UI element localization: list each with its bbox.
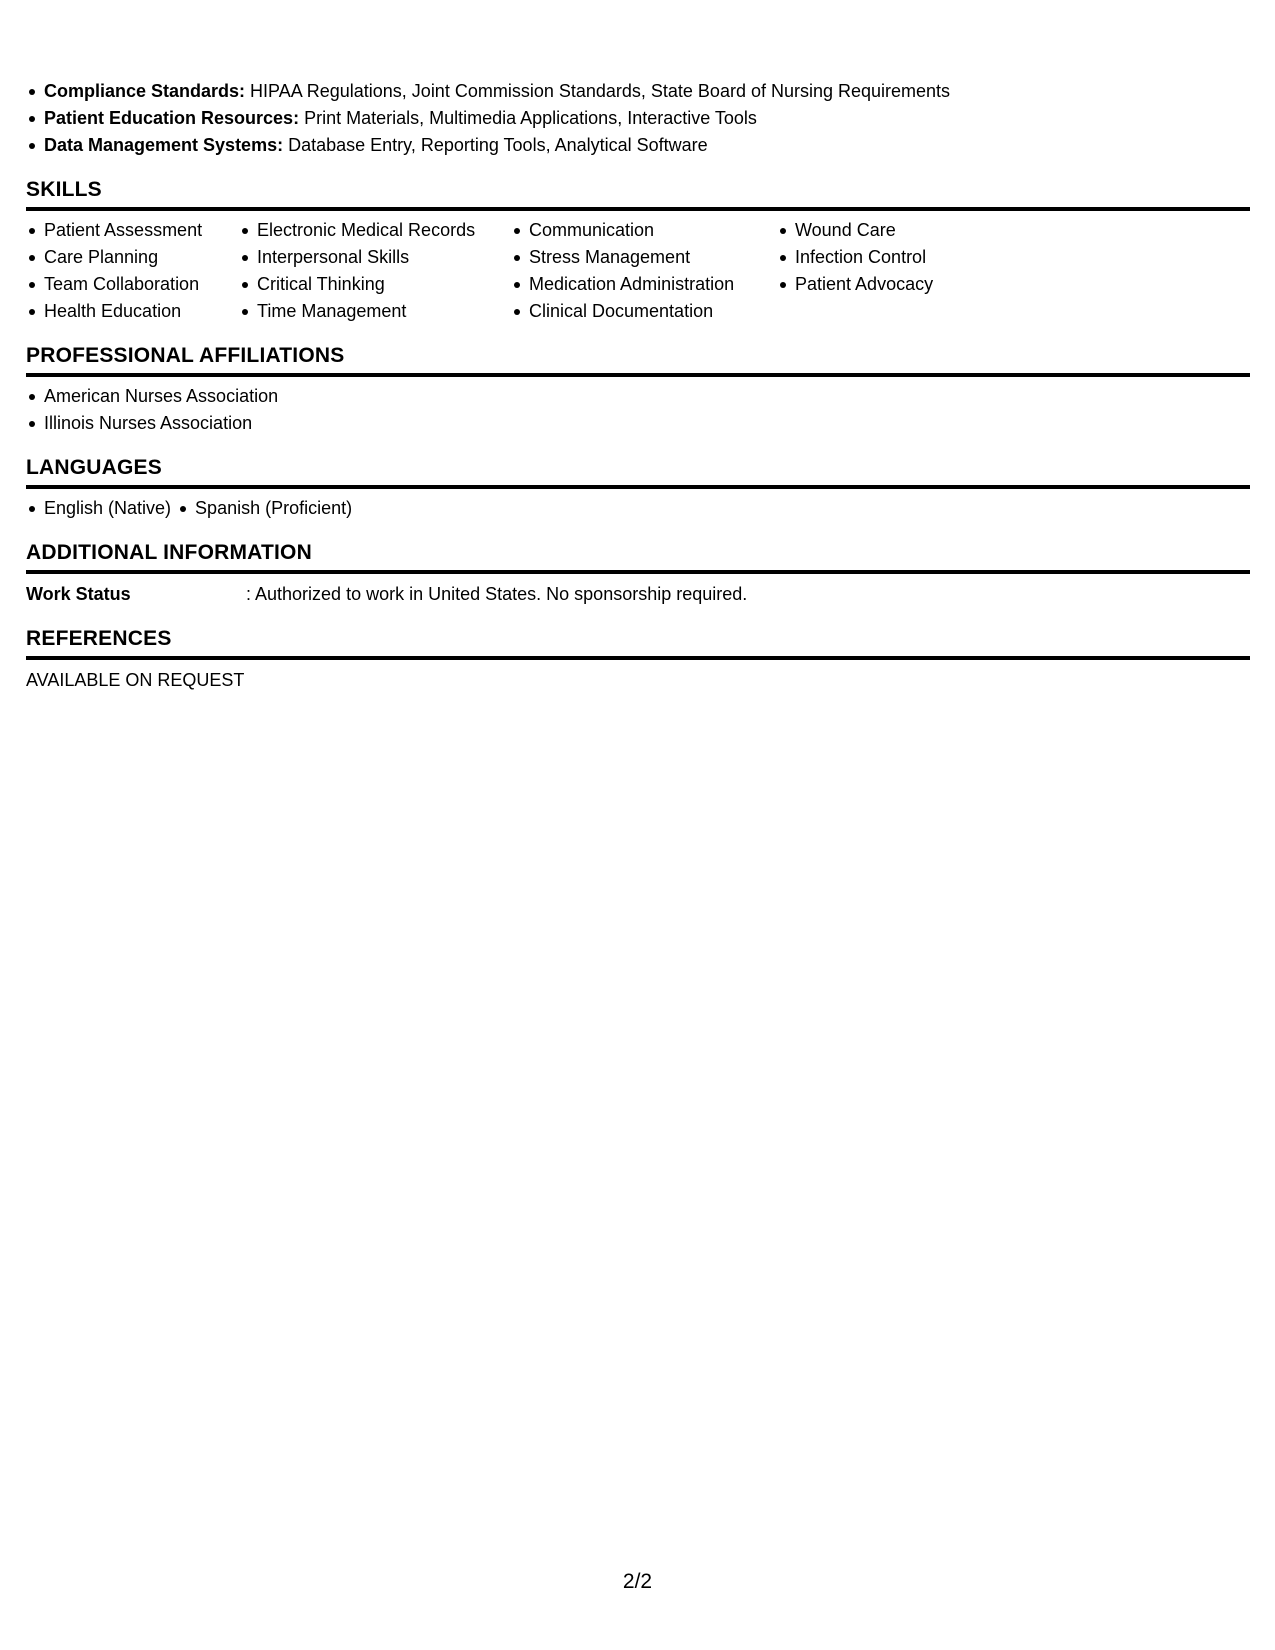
affiliation-item: American Nurses Association [44,383,1250,410]
item-text: Database Entry, Reporting Tools, Analytical Software [283,135,708,155]
skill-item: Critical Thinking [257,271,511,298]
tools-list [26,78,1250,159]
additional-info-heading: ADDITIONAL INFORMATION [26,540,1250,574]
resume-page [26,78,1250,694]
affiliations-heading: PROFESSIONAL AFFILIATIONS [26,343,1250,377]
skill-item: Medication Administration [529,271,777,298]
work-status-label: Work Status [26,584,131,604]
page-number: 2/2 [622,1570,653,1593]
skills-column [26,217,239,325]
skills-heading: SKILLS [26,177,1250,211]
references-heading: REFERENCES [26,626,1250,660]
language-item: English (Native) [44,495,171,522]
skill-item: Electronic Medical Records [257,217,511,244]
affiliations-list [26,383,1250,437]
skill-item: Interpersonal Skills [257,244,511,271]
item-label: Patient Education Resources: [44,108,300,128]
skill-item: Team Collaboration [44,271,239,298]
affiliation-item: Illinois Nurses Association [44,410,1250,437]
skill-item: Health Education [44,298,239,325]
work-status-row [26,580,1250,608]
references-text: AVAILABLE ON REQUEST [26,670,245,690]
item-text: Print Materials, Multimedia Applications, Interactive Tools [299,108,757,128]
skill-item: Wound Care [795,217,1055,244]
list-item [44,105,1250,132]
list-item [44,132,1250,159]
skills-column [777,217,1055,325]
list-item [44,78,1250,105]
skill-item: Patient Advocacy [795,271,1055,298]
skills-column [511,217,777,325]
item-text: HIPAA Regulations, Joint Commission Standards, State Board of Nursing Requirements [245,81,951,101]
language-item: Spanish (Proficient) [195,495,352,522]
skill-item: Stress Management [529,244,777,271]
skill-item: Time Management [257,298,511,325]
work-status-value: : Authorized to work in United States. No sponsorship required. [246,584,748,604]
languages-heading: LANGUAGES [26,455,1250,489]
skills-grid [26,217,1250,325]
skill-item: Communication [529,217,777,244]
skills-column [239,217,511,325]
skill-item: Clinical Documentation [529,298,777,325]
skill-item: Infection Control [795,244,1055,271]
skill-item: Care Planning [44,244,239,271]
languages-list [26,495,1250,522]
skill-item: Patient Assessment [44,217,239,244]
item-label: Data Management Systems: [44,135,284,155]
item-label: Compliance Standards: [44,81,246,101]
